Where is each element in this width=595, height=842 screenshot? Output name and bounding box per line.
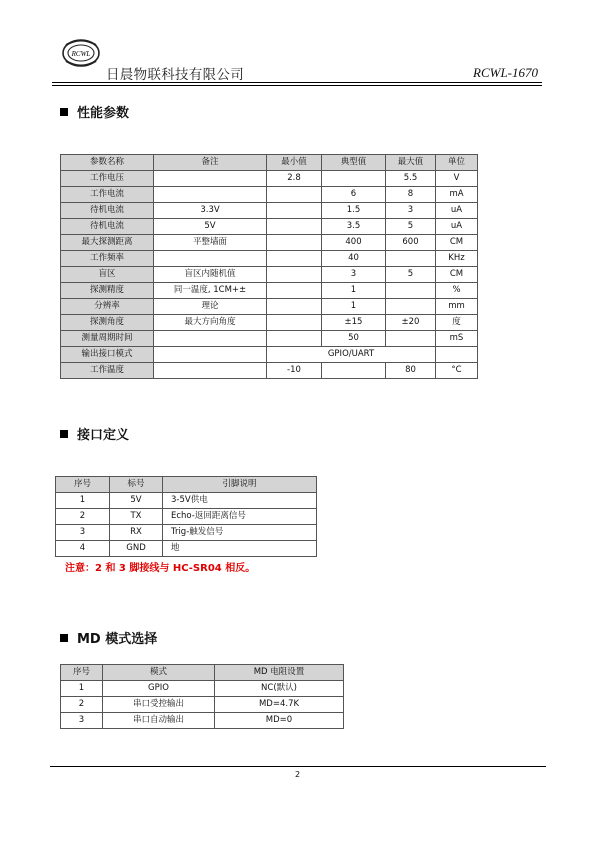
table-cell: 测量周期时间 [61,331,154,347]
table-cell: 串口自动输出 [103,713,215,729]
table-cell: 工作频率 [61,251,154,267]
table-header-row [61,155,478,171]
table-cell: 平整墙面 [154,235,267,251]
table-cell: ±20 [386,315,436,331]
table-cell: 600 [386,235,436,251]
table-cell: 待机电流 [61,219,154,235]
pin-row [56,541,317,557]
column-header: MD 电阻设置 [215,665,344,681]
table-cell: RX [110,525,163,541]
interface-table [55,476,317,557]
column-header: 引脚说明 [163,477,317,493]
table-cell [322,363,386,379]
table-cell: % [436,283,478,299]
table-cell: 3 [56,525,110,541]
table-cell: 1 [322,299,386,315]
header-divider [52,82,542,83]
table-cell: 2 [56,509,110,525]
model-number: RCWL-1670 [473,65,538,80]
section-interface: 接口定义 [60,424,129,443]
column-header: 最小值 [267,155,322,171]
table-cell: MD=4.7K [215,697,344,713]
table-cell: 1 [56,493,110,509]
table-cell: °C [436,363,478,379]
column-header: 序号 [56,477,110,493]
page-header [55,30,540,82]
table-cell [267,299,322,315]
table-cell: TX [110,509,163,525]
table-cell: V [436,171,478,187]
mode-row [61,681,344,697]
table-cell: -10 [267,363,322,379]
table-cell: 度 [436,315,478,331]
table-cell: 1 [322,283,386,299]
table-cell [267,219,322,235]
table-cell: 待机电流 [61,203,154,219]
wiring-note: 注意：2 和 3 脚接线与 HC-SR04 相反。 [65,563,256,574]
table-cell: uA [436,203,478,219]
table-cell: 3.5 [322,219,386,235]
table-cell: 5.5 [386,171,436,187]
table-cell: 输出接口模式 [61,347,154,363]
table-cell: GND [110,541,163,557]
column-header: 最大值 [386,155,436,171]
column-header: 备注 [154,155,267,171]
column-header: 参数名称 [61,155,154,171]
table-cell: 400 [322,235,386,251]
header-divider-2 [52,85,542,86]
table-cell [267,315,322,331]
table-cell [386,299,436,315]
table-cell: mA [436,187,478,203]
spec-row [61,187,478,203]
column-header: 序号 [61,665,103,681]
table-cell: 1.5 [322,203,386,219]
table-cell: 最大方向角度 [154,315,267,331]
table-cell: 3 [61,713,103,729]
table-cell [154,251,267,267]
table-cell: 盲区 [61,267,154,283]
table-cell: 地 [163,541,317,557]
bullet-square-icon [60,430,68,438]
spec-row [61,235,478,251]
table-cell: 3 [322,267,386,283]
mode-row [61,713,344,729]
section-performance: 性能参数 [60,102,129,121]
table-cell: GPIO [103,681,215,697]
table-cell: 6 [322,187,386,203]
table-cell [386,331,436,347]
spec-row [61,299,478,315]
footer-divider [50,766,546,767]
table-header-row [56,477,317,493]
table-cell [267,203,322,219]
table-cell: 5V [154,219,267,235]
table-cell [154,363,267,379]
table-cell: 2 [61,697,103,713]
table-cell: 分辨率 [61,299,154,315]
table-cell: mm [436,299,478,315]
table-cell: 50 [322,331,386,347]
pin-row [56,525,317,541]
table-cell: 5V [110,493,163,509]
table-cell: 4 [56,541,110,557]
table-cell [436,347,478,363]
table-cell [267,267,322,283]
table-cell: 最大探测距离 [61,235,154,251]
table-cell: mS [436,331,478,347]
company-name: 日晨物联科技有限公司 [106,67,244,83]
table-cell: 探测角度 [61,315,154,331]
section-md-mode: MD 模式选择 [60,628,157,647]
table-cell: GPIO/UART [267,347,436,363]
column-header: 标号 [110,477,163,493]
pin-row [56,509,317,525]
table-cell: 工作电流 [61,187,154,203]
logo-text: RCWL [71,50,91,58]
table-cell [267,283,322,299]
spec-row [61,219,478,235]
table-cell [267,187,322,203]
table-cell: 探测精度 [61,283,154,299]
table-cell: 3.3V [154,203,267,219]
pin-row [56,493,317,509]
table-cell: 盲区内随机值 [154,267,267,283]
table-cell [267,251,322,267]
table-cell [267,331,322,347]
table-cell: ±15 [322,315,386,331]
table-cell: 工作温度 [61,363,154,379]
column-header: 典型值 [322,155,386,171]
column-header: 模式 [103,665,215,681]
company-logo [61,33,101,73]
table-cell: 3 [386,203,436,219]
table-cell: 5 [386,219,436,235]
performance-table [60,154,478,379]
table-cell: 同一温度, 1CM+± [154,283,267,299]
table-cell [154,331,267,347]
table-cell: CM [436,267,478,283]
table-cell: 串口受控输出 [103,697,215,713]
spec-row [61,363,478,379]
table-cell: Echo-返回距离信号 [163,509,317,525]
page-number: 2 [294,770,301,779]
spec-row [61,283,478,299]
table-cell: NC(默认) [215,681,344,697]
table-cell [267,235,322,251]
table-cell [154,171,267,187]
spec-row [61,315,478,331]
table-cell [154,347,267,363]
table-cell: 理论 [154,299,267,315]
table-cell [154,187,267,203]
spec-row [61,267,478,283]
spec-row [61,171,478,187]
spec-row [61,203,478,219]
table-cell: 2.8 [267,171,322,187]
table-cell: 工作电压 [61,171,154,187]
table-cell: 5 [386,267,436,283]
table-cell: 1 [61,681,103,697]
table-cell: 8 [386,187,436,203]
table-cell [386,251,436,267]
table-cell: KHz [436,251,478,267]
spec-row [61,251,478,267]
table-cell: MD=0 [215,713,344,729]
spec-row [61,347,478,363]
table-cell: 40 [322,251,386,267]
mode-row [61,697,344,713]
table-header-row [61,665,344,681]
table-cell [386,283,436,299]
table-cell: 80 [386,363,436,379]
spec-row [61,331,478,347]
table-cell [322,171,386,187]
column-header: 单位 [436,155,478,171]
bullet-square-icon [60,634,68,642]
md-mode-table [60,664,344,729]
bullet-square-icon [60,108,68,116]
table-cell: uA [436,219,478,235]
table-cell: Trig-触发信号 [163,525,317,541]
table-cell: CM [436,235,478,251]
table-cell: 3-5V供电 [163,493,317,509]
